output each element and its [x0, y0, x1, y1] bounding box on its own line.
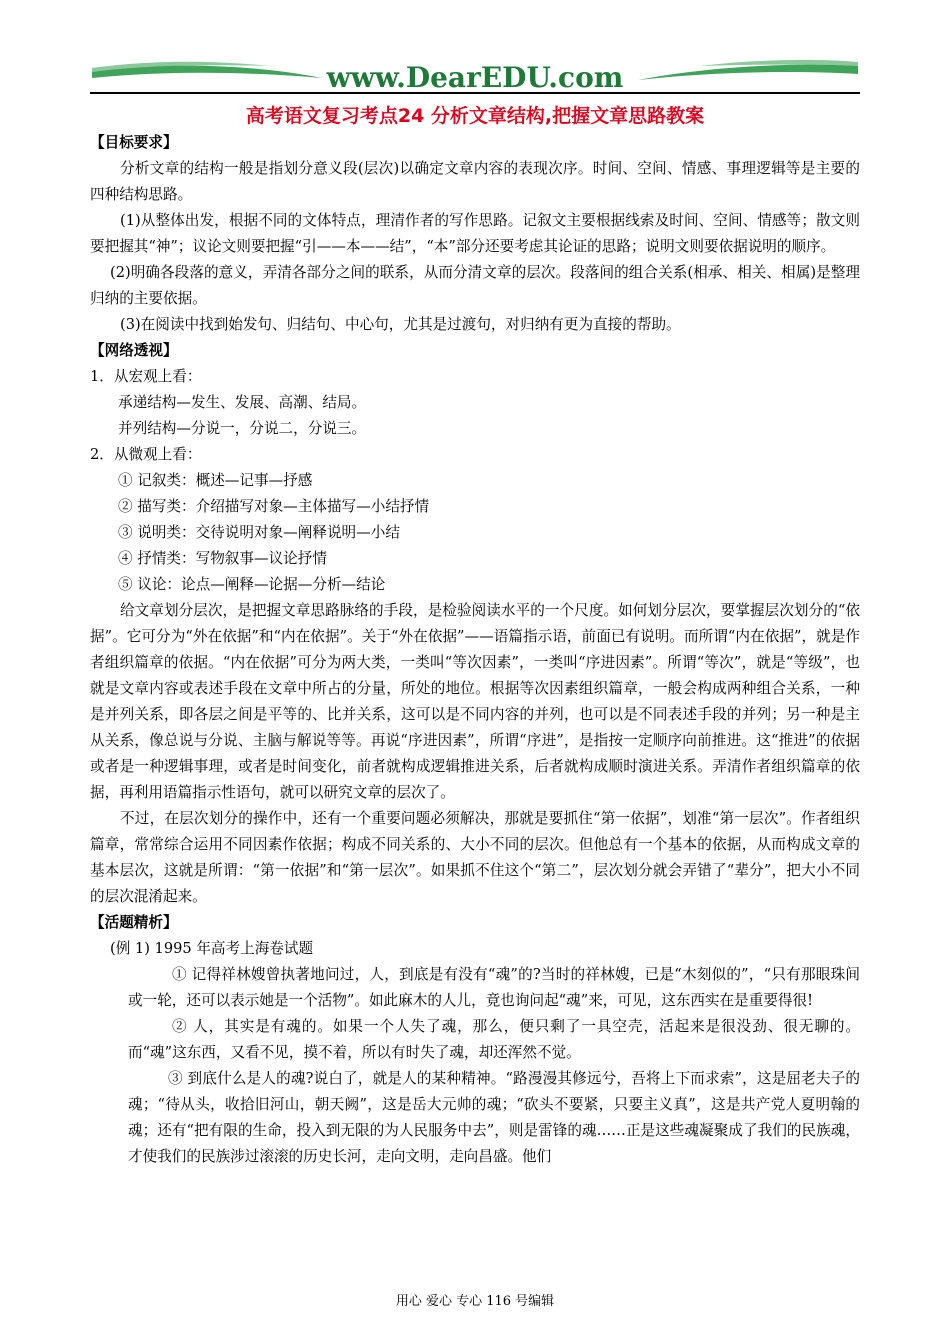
list-item: ① 记叙类：概述—记事—抒感 — [118, 472, 313, 489]
list-item: ⑤ 议论：论点—阐释—论据—分析—结论 — [118, 576, 386, 593]
header-rule — [90, 92, 860, 94]
paragraph: (1)从整体出发，根据不同的文体特点，理清作者的写作思路。记叙文主要根据线索及时间、空间、情感等；散文则要把握其“神”；议论文则要把握“引——本——结”，“本”部分还要考虑其论证的思路；说明文则要依据说明的顺序。 — [90, 212, 860, 255]
page-footer: 用心 爱心 专心 116 号编辑 — [395, 1294, 555, 1309]
list-item: ② 描写类：介绍描写对象—主体描写—小结抒情 — [118, 498, 430, 515]
section-heading-goals: 【目标要求】 — [90, 134, 178, 151]
logo-text: www.DearEDU.com — [326, 61, 624, 94]
site-logo — [90, 58, 860, 94]
section-heading-exercise: 【活题精析】 — [90, 914, 178, 931]
paragraph: 分析文章的结构一般是指划分意义段(层次)以确定文章内容的表现次序。时间、空间、情感、事理逻辑等是主要的四种结构思路。 — [90, 160, 860, 203]
list-item: 1．从宏观上看： — [90, 368, 202, 385]
list-item: 并列结构—分说一，分说二，分说三。 — [118, 420, 367, 437]
list-item: 2．从微观上看： — [90, 446, 202, 463]
paragraph: (2)明确各段落的意义，弄清各部分之间的联系，从而分清文章的层次。段落间的组合关系(相承、相关、相属)是整理归纳的主要依据。 — [90, 264, 860, 307]
list-item: ③ 说明类：交待说明对象—阐释说明—小结 — [118, 524, 400, 541]
right-swoosh — [638, 65, 858, 80]
document-title: 高考语文复习考点24 分析文章结构,把握文章思路教案 — [245, 105, 705, 127]
example-paragraph: ③ 到底什么是人的魂?说白了，就是人的某种精神。“路漫漫其修远兮，吾将上下而求索”，这是屈老夫子的魂；“待从头，收拾旧河山，朝天阙”，这是岳大元帅的魂；“砍头不要紧，只要主义真”，这是共产党人夏明翰的魂；还有“把有限的生命，投入到无限的为人民服务中去”，则是雷锋的魂……正是这些魂凝聚成了我们的民族魂，才使我们的民族涉过滚滚的历史长河，走向文明，走向昌盛。他们 — [128, 1070, 860, 1165]
list-item: 承递结构—发生、发展、高潮、结局。 — [118, 394, 367, 411]
example-label: (例 1) 1995 年高考上海卷试题 — [110, 940, 314, 957]
example-paragraph: ② 人，其实是有魂的。如果一个人失了魂，那么，便只剩了一具空壳，活起来是很没劲、很无聊的。而“魂”这东西，又看不见，摸不着，所以有时失了魂，却还浑然不觉。 — [128, 1018, 860, 1061]
section-heading-network: 【网络透视】 — [90, 342, 178, 359]
example-paragraph: ① 记得祥林嫂曾执著地问过，人，到底是有没有“魂”的?当时的祥林嫂，已是“木刻似的”，“只有那眼珠间或一轮，还可以表示她是一个活物”。如此麻木的人儿，竟也询问起“魂”来，可见，这东西实在是重要得很! — [128, 966, 860, 1009]
paragraph: (3)在阅读中找到始发句、归结句、中心句，尤其是过渡句，对归纳有更为直接的帮助。 — [120, 316, 681, 333]
paragraph: 不过，在层次划分的操作中，还有一个重要问题必须解决，那就是要抓住“第一依据”，划准“第一层次”。作者组织篇章，常常综合运用不同因素作依据；构成不同关系的、大小不同的层次。但他总有一个基本的依据，从而构成文章的基本层次，这就是所谓：“第一依据”和“第一层次”。如果抓不住这个“第二”，层次划分就会弄错了“辈分”，把大小不同的层次混淆起来。 — [90, 810, 860, 905]
list-item: ④ 抒情类：写物叙事—议论抒情 — [118, 550, 327, 567]
paragraph: 给文章划分层次，是把握文章思路脉络的手段，是检验阅读水平的一个尺度。如何划分层次，要掌握层次划分的“依据”。它可分为“外在依据”和“内在依据”。关于“外在依据”——语篇指示语，前面已有说明。而所谓“内在依据”，就是作者组织篇章的依据。“内在依据”可分为两大类，一类叫“等次因素”，一类叫“序进因素”。所谓“等次”，就是“等级”，也就是文章内容或表述手段在文章中所占的分量，所处的地位。根据等次因素组织篇章，一般会构成两种组合关系，一种是并列关系，即各层之间是平等的、比并关系，这可以是不同内容的并列，也可以是不同表述手段的并列；另一种是主从关系，像总说与分说、主脑与解说等等。再说“序进因素”，所谓“序进”，是指按一定顺序向前推进。这“推进”的依据或者是一种逻辑事理，或者是时间变化，前者就构成逻辑推进关系，后者就构成顺时演进关系。弄清作者组织篇章的依据，再利用语篇指示性语句，就可以研究文章的层次了。 — [90, 602, 860, 801]
document-body — [90, 130, 860, 1170]
